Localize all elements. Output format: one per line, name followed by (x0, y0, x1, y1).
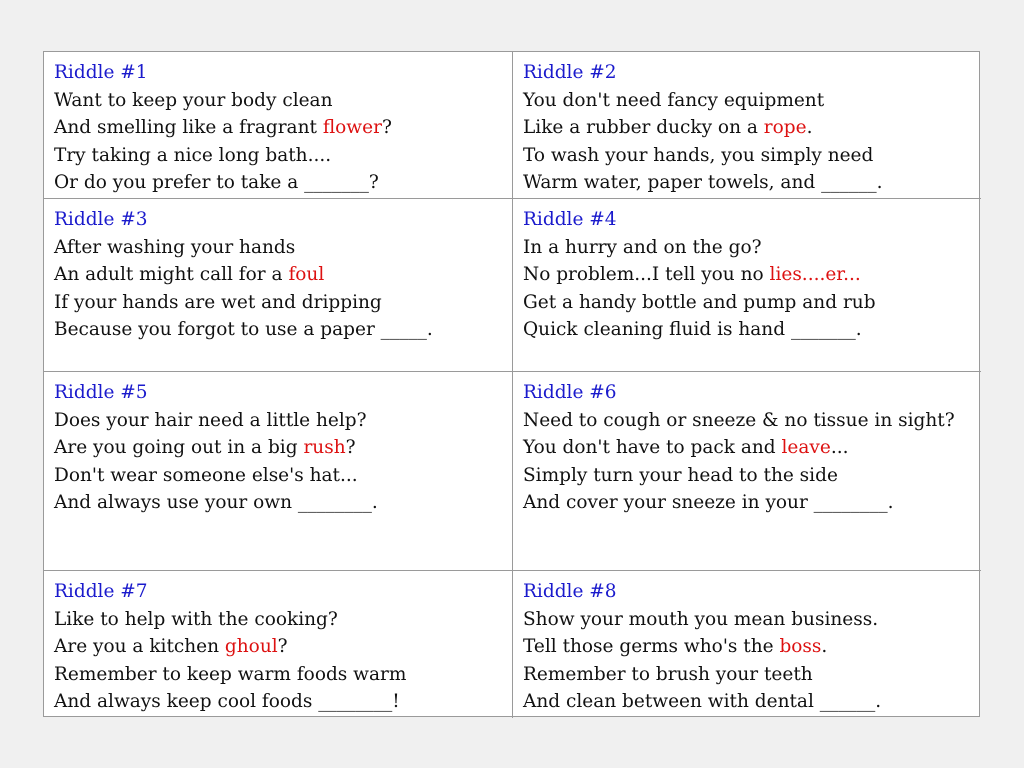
riddle-line: Simply turn your head to the side (523, 464, 838, 486)
riddle-line: And always use your own ________. (54, 492, 378, 513)
riddle-line: Does your hair need a little help? (54, 409, 367, 431)
riddle-line: Get a handy bottle and pump and rub (523, 291, 876, 313)
riddle-line: Don't wear someone else's hat... (54, 464, 358, 486)
riddle-title: Riddle #3 (54, 209, 148, 230)
riddle-line: And always keep cool foods ________! (54, 691, 400, 712)
highlight-word: rush (303, 437, 346, 458)
riddle-card-1 (44, 52, 513, 199)
riddle-line: You don't need fancy equipment (523, 89, 825, 111)
riddle-card-6 (513, 372, 981, 571)
highlight-word: leave (781, 437, 831, 458)
riddle-line: Quick cleaning fluid is hand _______. (523, 319, 862, 340)
riddle-card-7 (44, 571, 513, 718)
riddle-card-5 (44, 372, 513, 571)
highlight-word: flower (322, 117, 382, 138)
riddle-line: Try taking a nice long bath.... (54, 144, 332, 166)
riddle-line: To wash your hands, you simply need (523, 144, 874, 166)
riddle-card-3 (44, 199, 513, 372)
riddle-card-8 (513, 571, 981, 718)
riddle-line: If your hands are wet and dripping (54, 291, 382, 313)
riddle-title: Riddle #8 (523, 581, 617, 602)
riddle-line: Are you going out in a big rush? (54, 437, 356, 458)
riddle-line: And cover your sneeze in your ________. (523, 492, 894, 513)
riddle-grid (43, 51, 980, 717)
riddle-title: Riddle #4 (523, 209, 617, 230)
highlight-word: foul (288, 264, 325, 285)
riddle-line: You don't have to pack and leave... (523, 437, 849, 458)
riddle-title: Riddle #6 (523, 382, 617, 403)
riddle-line: And clean between with dental ______. (523, 691, 882, 712)
riddle-card-2 (513, 52, 981, 199)
riddle-line: Need to cough or sneeze & no tissue in sight? (523, 409, 955, 431)
riddle-line: Or do you prefer to take a _______? (54, 172, 379, 193)
riddle-line: Are you a kitchen ghoul? (54, 636, 288, 657)
riddle-line: Remember to keep warm foods warm (54, 663, 407, 685)
riddle-line: Because you forgot to use a paper _____. (54, 319, 433, 340)
riddle-title: Riddle #1 (54, 62, 148, 83)
highlight-word: ghoul (224, 636, 278, 657)
highlight-word: boss (779, 636, 822, 657)
riddle-line: Warm water, paper towels, and ______. (523, 172, 883, 193)
riddle-title: Riddle #7 (54, 581, 148, 602)
highlight-word: lies....er... (769, 264, 861, 285)
riddle-line: Remember to brush your teeth (523, 663, 813, 685)
riddle-line: Want to keep your body clean (54, 89, 333, 111)
riddle-line: In a hurry and on the go? (523, 236, 762, 258)
riddle-title: Riddle #5 (54, 382, 148, 403)
riddle-line: And smelling like a fragrant flower? (54, 117, 392, 138)
riddle-line: No problem...I tell you no lies....er... (523, 264, 861, 285)
riddle-line: Like to help with the cooking? (54, 608, 338, 630)
riddle-line: Like a rubber ducky on a rope. (523, 117, 813, 138)
riddle-line: Tell those germs who's the boss. (523, 636, 828, 657)
highlight-word: rope (763, 117, 807, 138)
riddle-line: An adult might call for a foul (54, 264, 325, 285)
riddle-line: After washing your hands (54, 236, 296, 258)
riddle-line: Show your mouth you mean business. (523, 608, 879, 630)
riddle-card-4 (513, 199, 981, 372)
riddle-title: Riddle #2 (523, 62, 617, 83)
